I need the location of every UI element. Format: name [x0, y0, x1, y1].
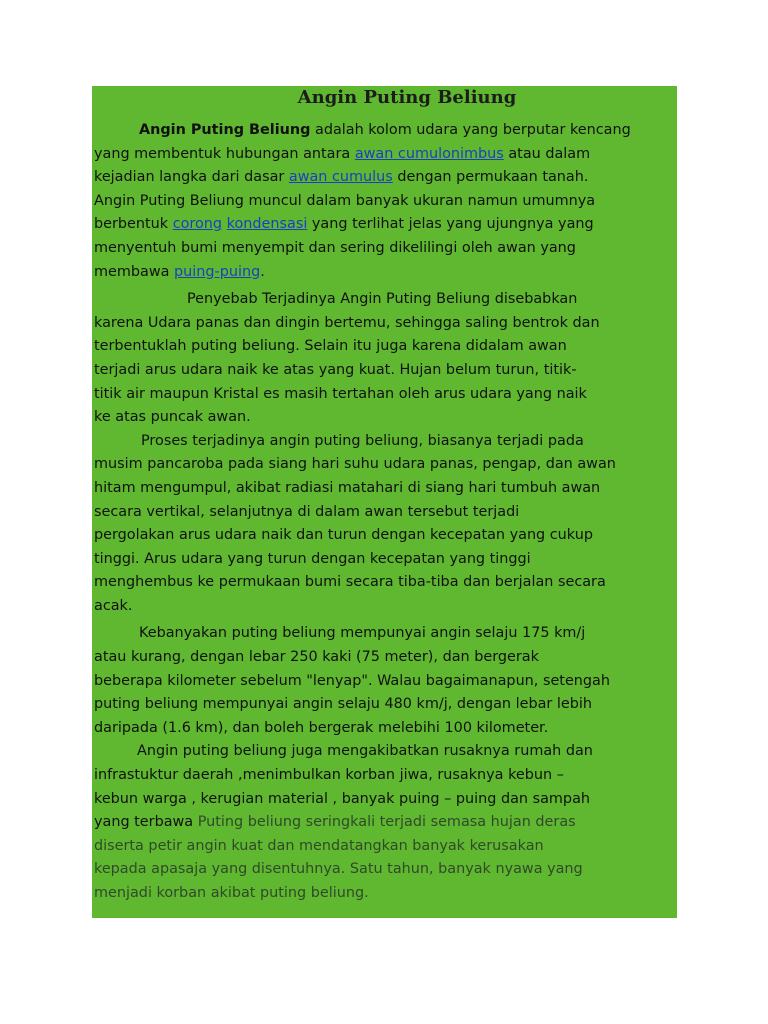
bold-term: Angin Puting Beliung	[139, 122, 311, 138]
text-line: tinggi. Arus udara yang turun dengan kecepatan yang tinggi	[94, 550, 531, 567]
text-line: menjadi korban akibat puting beliung.	[94, 885, 369, 901]
paragraph-definition	[94, 119, 677, 284]
text-line: pergolakan arus udara naik dan turun dengan kecepatan yang cukup	[94, 527, 593, 544]
text-line: kepada apasaja yang disentuhnya. Satu tahun, banyak nyawa yang	[94, 861, 583, 878]
text-line	[94, 119, 677, 143]
text-line	[94, 213, 677, 237]
text-line: terjadi arus udara naik ke atas yang kuat. Hujan belum turun, titik-	[94, 361, 577, 378]
text-line: Penyebab Terjadinya Angin Puting Beliung disebabkan	[187, 291, 578, 308]
text-line: musim pancaroba pada siang hari suhu udara panas, pengap, dan awan	[94, 456, 616, 473]
paragraph-proses	[94, 430, 677, 619]
text-line: ke atas puncak awan.	[94, 409, 251, 426]
page-title: Angin Puting Beliung	[297, 87, 517, 108]
text-line: hitam mengumpul, akibat radiasi matahari di siang hari tumbuh awan	[94, 479, 601, 496]
paragraph-dampak	[94, 740, 677, 905]
text-line	[94, 261, 677, 285]
text-line: Angin puting beliung juga mengakibatkan rusaknya rumah dan	[137, 743, 593, 760]
text-line	[94, 166, 677, 190]
text-line: acak.	[94, 597, 133, 614]
text-span: .	[260, 263, 265, 280]
document-body	[94, 119, 677, 906]
text-line: puting beliung mempunyai angin selaju 480 km/j, dengan lebar lebih	[94, 696, 593, 713]
text-line: Proses terjadinya angin puting beliung, biasanya terjadi pada	[141, 432, 584, 449]
link-awan-cumulus[interactable]: awan cumulus	[288, 169, 393, 186]
text-line: kebun warga , kerugian material , banyak puing – puing dan sampah	[94, 790, 591, 807]
text-line: daripada (1.6 km), dan boleh bergerak melebihi 100 kilometer.	[94, 719, 549, 736]
text-line	[94, 811, 677, 835]
link-corong[interactable]: corong	[172, 216, 223, 233]
text-span: kejadian langka dari dasar	[94, 169, 289, 186]
text-line: menghembus ke permukaan bumi secara tiba-tiba dan berjalan secara	[94, 574, 606, 591]
text-span: Puting beliung seringkali terjadi semasa hujan deras	[193, 814, 576, 831]
text-span: membawa	[94, 263, 175, 280]
text-span: atau dalam	[503, 145, 591, 162]
text-line: secara vertikal, selanjutnya di dalam awan tersebut terjadi	[94, 503, 520, 520]
text-span: yang terbawa	[94, 814, 194, 831]
text-span: yang terlihat jelas yang ujungnya yang	[307, 216, 594, 233]
text-line: infrastuktur daerah ,menimbulkan korban jiwa, rusaknya kebun –	[94, 767, 564, 784]
text-line: Kebanyakan puting beliung mempunyai angin selaju 175 km/j	[139, 625, 586, 642]
text-span: yang membentuk hubungan antara	[94, 145, 355, 162]
paragraph-kecepatan	[94, 622, 677, 740]
text-span: adalah kolom udara yang berputar kencang	[310, 122, 631, 138]
text-line: atau kurang, dengan lebar 250 kaki (75 meter), dan bergerak	[94, 649, 539, 666]
text-line: menyentuh bumi menyempit dan sering dikelilingi oleh awan yang	[94, 239, 576, 256]
text-line: Angin Puting Beliung muncul dalam banyak ukuran namun umumnya	[94, 192, 596, 209]
text-line: karena Udara panas dan dingin bertemu, sehingga saling bentrok dan	[94, 314, 600, 331]
link-awan-cumulonimbus[interactable]: awan cumulonimbus	[354, 145, 504, 162]
document-page	[92, 86, 677, 918]
paragraph-penyebab	[94, 288, 677, 430]
text-line: diserta petir angin kuat dan mendatangkan banyak kerusakan	[94, 837, 544, 854]
text-line	[94, 143, 677, 167]
link-kondensasi[interactable]: kondensasi	[226, 216, 308, 233]
text-line: terbentuklah puting beliung. Selain itu juga karena didalam awan	[94, 338, 567, 355]
text-line: titik air maupun Kristal es masih tertahan oleh arus udara yang naik	[94, 385, 587, 402]
text-line: beberapa kilometer sebelum "lenyap". Walau bagaimanapun, setengah	[94, 672, 610, 689]
text-span: dengan permukaan tanah.	[392, 169, 589, 186]
link-puing-puing[interactable]: puing-puing	[174, 263, 261, 280]
text-span: berbentuk	[94, 216, 173, 233]
